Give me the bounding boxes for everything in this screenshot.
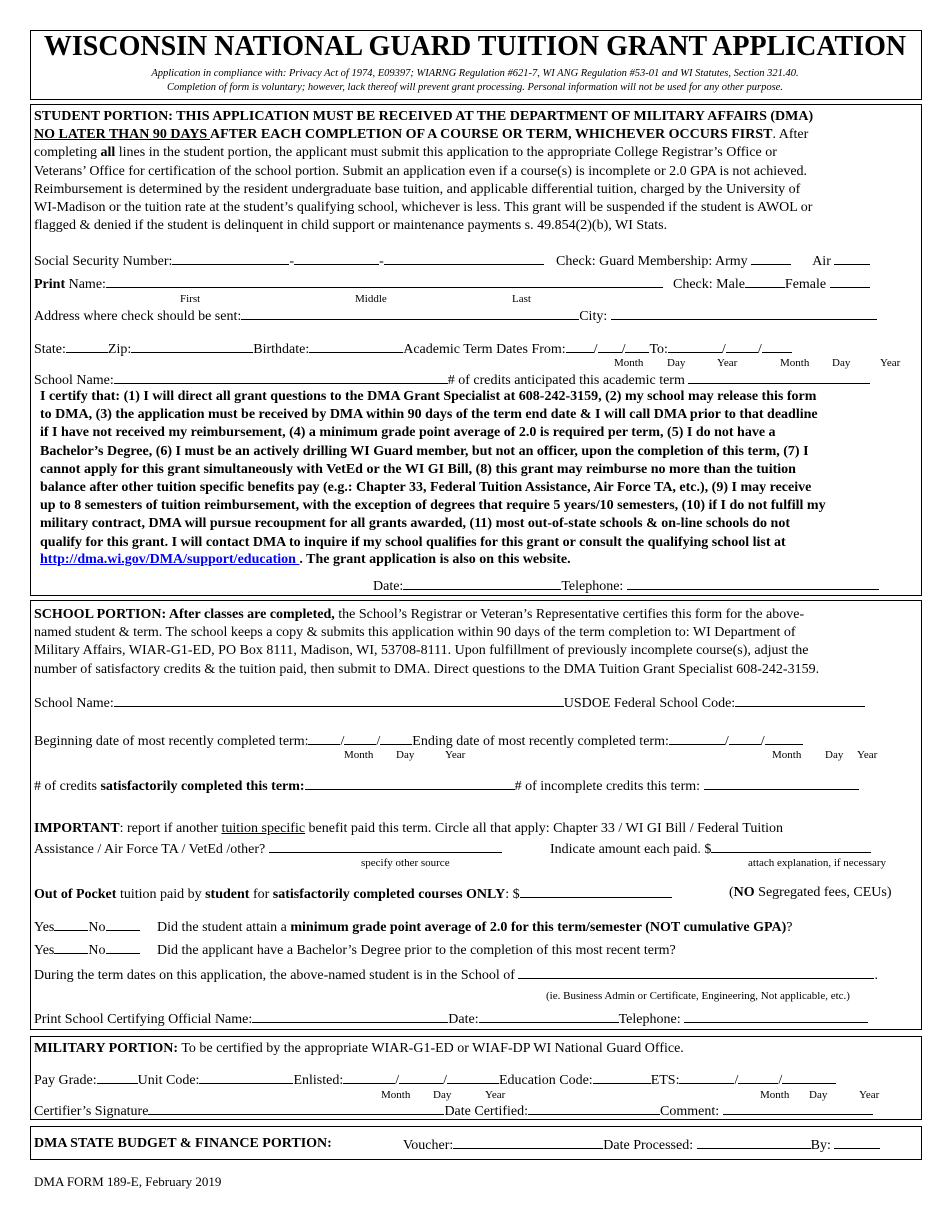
bachelor-question: Did the applicant have a Bachelor’s Degree prior to the completion of this most recent term?	[157, 943, 676, 958]
student-intro-line-7: flagged & denied if the student is delinquent in child support or maintenance payments s. 49.854(2)(b), WI Stats.	[34, 218, 668, 234]
military-title	[34, 1041, 684, 1057]
school-name-row	[34, 371, 870, 389]
certify-line: Bachelor’s Degree, (6) I must be an actively drilling WI Guard member, but not an officer, upon the completion of this term, (7) I	[40, 443, 809, 459]
usdoe-label: USDOE Federal School Code:	[563, 696, 736, 711]
budget-row	[34, 1136, 332, 1152]
student-telephone-field[interactable]	[627, 577, 879, 590]
oop-note-bold: NO	[733, 885, 755, 900]
credits-label-pre: # of credits	[34, 779, 101, 794]
last-caption: Last	[512, 293, 531, 305]
form-title: WISCONSIN NATIONAL GUARD TUITION GRANT APPLICATION	[43, 31, 907, 62]
ssn-dash-2: -	[379, 254, 384, 269]
military-heading: MILITARY PORTION:	[34, 1041, 179, 1056]
indicate-amount-label: Indicate amount each paid. $	[550, 842, 712, 857]
year-caption: Year	[857, 749, 878, 761]
certify-line: military contract, DMA will pursue recoupment for all grants awarded, (11) most out-of-state schools & on-line schools do not	[40, 516, 790, 532]
ssn-row	[34, 252, 544, 270]
school-intro-text: the School’s Registrar or Veteran’s Representative certifies this form for the above-	[334, 607, 805, 622]
address-row	[34, 307, 877, 325]
military-intro: To be certified by the appropriate WIAR-G1-ED or WIAF-DP WI National Guard Office.	[178, 1041, 684, 1056]
student-intro-line-5: Reimbursement is determined by the resident undergraduate base tuition, and applicable differential tuition, charged by the University of	[34, 181, 801, 197]
usdoe-field[interactable]	[735, 694, 865, 707]
month-caption: Month	[780, 357, 810, 369]
end-month[interactable]	[669, 732, 725, 745]
ets-day[interactable]	[738, 1071, 778, 1084]
slash: /	[721, 342, 726, 357]
slash: /	[734, 1073, 739, 1088]
credits-anticipated-label: # of credits anticipated this academic term	[447, 373, 685, 388]
gpa-no-field[interactable]	[106, 918, 140, 931]
form-id: DMA FORM 189-E, February 2019	[34, 1174, 222, 1189]
other-source-row	[34, 840, 502, 858]
school-name-label: School Name:	[34, 373, 114, 388]
term-dates-row	[34, 732, 803, 750]
no-label: No	[88, 943, 106, 958]
intro-l3c: lines in the student portion, the applicant must submit this application to the appropriate College Registrar’s Office or	[115, 145, 777, 161]
state-row	[34, 340, 792, 358]
military-row-2	[34, 1102, 873, 1120]
ssn-label: Social Security Number:	[34, 254, 173, 269]
year-caption: Year	[717, 357, 738, 369]
date-certified-field[interactable]	[528, 1102, 660, 1115]
female-check[interactable]	[830, 275, 870, 288]
term-to-day[interactable]	[726, 340, 758, 353]
certifier-label: Certifier’s Signature	[34, 1104, 149, 1119]
pay-grade-label: Pay Grade:	[34, 1073, 97, 1088]
intro-after: . After	[772, 127, 809, 143]
education-link[interactable]: http://dma.wi.gov/DMA/support/education	[40, 552, 300, 567]
month-caption: Month	[344, 749, 374, 761]
education-code-field[interactable]	[593, 1071, 651, 1084]
ets-label: ETS:	[650, 1073, 680, 1088]
comment-label: Comment:	[660, 1104, 720, 1119]
budget-fields	[403, 1136, 880, 1154]
enlisted-year[interactable]	[447, 1071, 499, 1084]
incomplete-label: # of incomplete credits this term:	[514, 779, 701, 794]
school-name-label-2: School Name:	[34, 696, 114, 711]
slash: /	[376, 734, 381, 749]
certifier-signature-field[interactable]	[148, 1102, 444, 1115]
important-row	[34, 821, 783, 837]
oop-note	[729, 885, 892, 901]
oop-a: tuition paid by	[116, 887, 206, 902]
school-intro-line-4: number of satisfactory credits & the tuition paid, then submit to DMA. Direct questions to the DMA Tuition Grant Specialist 608-242-3159.	[34, 661, 820, 677]
credits-label-bold: satisfactorily completed this term:	[100, 779, 305, 794]
incomplete-field[interactable]	[704, 777, 859, 790]
day-caption: Day	[667, 357, 686, 369]
slash: /	[395, 1073, 400, 1088]
official-row	[34, 1010, 868, 1028]
slash: /	[621, 342, 626, 357]
student-date-field[interactable]	[403, 577, 561, 590]
school-telephone-field[interactable]	[684, 1010, 868, 1023]
school-name-row-2	[34, 694, 865, 712]
credits-row	[34, 777, 859, 795]
intro-l3a: completing	[34, 145, 101, 161]
term-from-month[interactable]	[566, 340, 594, 353]
school-intro-line-3: Military Affairs, WIAR-G1-ED, PO Box 8111, Madison, WI, 53708-8111. Upon fulfillment of previously incomplete course(s), adjust the	[34, 643, 809, 659]
school-portion-heading: SCHOOL PORTION: After classes are completed,	[34, 607, 335, 622]
school-date-label: Date:	[448, 1012, 479, 1027]
begin-year[interactable]	[380, 732, 412, 745]
army-check[interactable]	[751, 252, 791, 265]
yes-label: Yes	[34, 920, 55, 935]
oop-bold-2: student	[205, 887, 250, 902]
date-processed-field[interactable]	[697, 1136, 811, 1149]
day-caption: Day	[433, 1089, 452, 1101]
term-to-month[interactable]	[668, 340, 722, 353]
state-field[interactable]	[66, 340, 108, 353]
important-label: IMPORTANT	[34, 821, 120, 836]
student-intro-line-3	[34, 144, 900, 162]
address-field[interactable]	[241, 307, 579, 320]
other-source-field[interactable]	[269, 840, 502, 853]
deadline-text: NO LATER THAN 90 DAYS	[34, 127, 210, 143]
enlisted-month[interactable]	[343, 1071, 395, 1084]
official-label: Print School Certifying Official Name:	[34, 1012, 253, 1027]
address-label: Address where check should be sent:	[34, 309, 242, 324]
name-row	[34, 275, 663, 293]
yes-label: Yes	[34, 943, 55, 958]
header-subtitle-2: Completion of form is voluntary; however, lack thereof will prevent grant processing. Personal information will not be used for any other purpose.	[167, 82, 783, 93]
school-of-label: During the term dates on this application, the above-named student is in the School of	[34, 968, 515, 983]
important-text-b: benefit paid this term. Circle all that apply: Chapter 33 / WI GI Bill / Federal Tuition	[305, 821, 784, 836]
city-field[interactable]	[611, 307, 877, 320]
certify-line: cannot apply for this grant simultaneously with VetEd or the WI GI Bill, (8) this grant may reimburse no more than the tuition	[40, 461, 796, 477]
end-year[interactable]	[765, 732, 803, 745]
certify-line: to DMA, (3) the application must be received by DMA within 90 days of the term end date & I will call DMA prior to that deadline	[40, 407, 818, 423]
day-caption: Day	[832, 357, 851, 369]
student-telephone-label: Telephone:	[561, 579, 624, 594]
student-intro-line-4: Veterans’ Office for certification of the school portion. Submit an application even if a course(s) is incomplete or 2.0 GPA is not achieved.	[34, 163, 808, 179]
slash: /	[757, 342, 762, 357]
day-caption: Day	[396, 749, 415, 761]
male-label: Check: Male	[673, 277, 745, 292]
important-text-a: : report if another	[119, 821, 222, 836]
ssn-field-2[interactable]	[294, 252, 379, 265]
attach-explanation-caption: attach explanation, if necessary	[748, 857, 887, 869]
school-of-hint: (ie. Business Admin or Certificate, Engineering, Not applicable, etc.)	[546, 990, 850, 1002]
bachelor-yes-field[interactable]	[54, 941, 88, 954]
deadline-rule: AFTER EACH COMPLETION OF A COURSE OR TERM, WHICHEVER OCCURS FIRST	[209, 127, 773, 143]
certify-line: balance after other tuition specific benefits pay (e.g.: Chapter 33, Federal Tuition Assistance, Air Force TA, etc.), (9) I may receive	[40, 480, 812, 496]
state-label: State:	[34, 342, 66, 357]
official-name-field[interactable]	[252, 1010, 448, 1023]
sex-row	[673, 275, 870, 293]
oop-bold-3: satisfactorily completed courses ONLY	[272, 887, 506, 902]
other-source-label: Assistance / Air Force TA / VetEd /other?	[34, 842, 266, 857]
student-intro-line-2	[34, 126, 900, 144]
oop-b: for	[249, 887, 273, 902]
school-telephone-label: Telephone:	[618, 1012, 681, 1027]
out-of-pocket-row	[34, 885, 672, 903]
website-note: . The grant application is also on this website.	[299, 552, 571, 567]
unit-code-field[interactable]	[199, 1071, 293, 1084]
first-caption: First	[180, 293, 201, 305]
day-caption: Day	[809, 1089, 828, 1101]
school-intro-line-2: named student & term. The school keeps a copy & submits this application within 90 days of the term completion to: WI Department of	[34, 625, 796, 641]
begin-month[interactable]	[308, 732, 340, 745]
comment-field[interactable]	[723, 1102, 873, 1115]
middle-caption: Middle	[355, 293, 387, 305]
intro-l3b: all	[100, 145, 116, 161]
oop-note-a: (	[729, 885, 734, 900]
term-from-day[interactable]	[598, 340, 622, 353]
period: .	[874, 968, 878, 983]
student-intro	[34, 108, 900, 235]
website-row	[40, 552, 571, 568]
month-caption: Month	[772, 749, 802, 761]
term-from-year[interactable]	[625, 340, 649, 353]
gpa-question-a: Did the student attain a	[157, 920, 291, 935]
year-caption: Year	[880, 357, 901, 369]
date-certified-label: Date Certified:	[444, 1104, 529, 1119]
amount-field[interactable]	[711, 840, 871, 853]
month-caption: Month	[381, 1089, 411, 1101]
voucher-field[interactable]	[453, 1136, 603, 1149]
school-date-field[interactable]	[479, 1010, 619, 1023]
day-caption: Day	[825, 749, 844, 761]
slash: /	[593, 342, 598, 357]
out-of-pocket-field[interactable]	[520, 885, 672, 898]
school-of-field[interactable]	[518, 966, 874, 979]
by-label: By:	[810, 1138, 831, 1153]
school-intro	[34, 606, 914, 679]
slash: /	[724, 734, 729, 749]
school-name-field-2[interactable]	[114, 694, 564, 707]
begin-day[interactable]	[344, 732, 376, 745]
zip-label: Zip:	[107, 342, 132, 357]
student-date-label: Date:	[373, 579, 404, 594]
female-label: Female	[784, 277, 827, 292]
month-caption: Month	[614, 357, 644, 369]
budget-heading: DMA STATE BUDGET & FINANCE PORTION:	[34, 1136, 332, 1151]
slash: /	[760, 734, 765, 749]
ets-month[interactable]	[679, 1071, 734, 1084]
student-date-row	[373, 577, 879, 595]
school-of-row	[34, 966, 878, 984]
year-caption: Year	[859, 1089, 880, 1101]
ssn-field-3[interactable]	[384, 252, 544, 265]
credits-anticipated-field[interactable]	[688, 371, 870, 384]
air-label: Air	[812, 254, 831, 269]
name-label: Name:	[65, 277, 106, 292]
certify-line: up to 8 semesters of tuition reimbursement, with the exception of degrees that require 5 years/10 semesters, (10) if I do not fulfill my	[40, 498, 826, 514]
ssn-dash-1: -	[289, 254, 295, 269]
oop-c: : $	[505, 887, 520, 902]
begin-date-label: Beginning date of most recently completed term:	[34, 734, 309, 749]
ets-year[interactable]	[782, 1071, 836, 1084]
specify-other-caption: specify other source	[361, 857, 450, 869]
student-intro-line-1: STUDENT PORTION: THIS APPLICATION MUST BE RECEIVED AT THE DEPARTMENT OF MILITARY AFFAIRS (DMA)	[34, 109, 814, 124]
year-caption: Year	[445, 749, 466, 761]
ssn-field-1[interactable]	[172, 252, 289, 265]
end-date-label: Ending date of most recently completed term:	[412, 734, 669, 749]
important-tuition-specific: tuition specific	[221, 821, 306, 836]
military-row-1	[34, 1071, 836, 1089]
birthdate-label: Birthdate:	[253, 342, 310, 357]
certify-line: qualify for this grant. I will contact DMA to inquire if my school qualifies for this grant or consult the qualifying school list at	[40, 534, 786, 550]
gpa-question-row	[34, 918, 792, 936]
male-check[interactable]	[745, 275, 785, 288]
education-code-label: Education Code:	[499, 1073, 593, 1088]
bachelor-question-row	[34, 941, 676, 959]
certify-paragraph	[40, 388, 912, 552]
certify-line: I certify that: (1) I will direct all grant questions to the DMA Grant Specialist at 608-242-3159, (2) my school may release this form	[40, 389, 817, 404]
zip-field[interactable]	[131, 340, 253, 353]
term-from-label: Academic Term Dates From:	[403, 342, 566, 357]
term-to-year[interactable]	[762, 340, 792, 353]
slash: /	[443, 1073, 447, 1088]
student-intro-line-6: WI-Madison or the tuition rate at the student’s qualifying school, whichever is less. This grant will be suspended if the student is AWOL or	[34, 200, 813, 216]
voucher-label: Voucher:	[403, 1138, 454, 1153]
birthdate-field[interactable]	[309, 340, 403, 353]
credits-completed-field[interactable]	[305, 777, 515, 790]
enlisted-label: Enlisted:	[293, 1073, 344, 1088]
school-name-field[interactable]	[114, 371, 448, 384]
enlisted-day[interactable]	[399, 1071, 443, 1084]
oop-note-b: Segregated fees, CEUs)	[754, 885, 892, 900]
name-field[interactable]	[106, 275, 663, 288]
end-day[interactable]	[729, 732, 761, 745]
bachelor-no-field[interactable]	[106, 941, 140, 954]
date-processed-label: Date Processed:	[603, 1138, 694, 1153]
unit-code-label: Unit Code:	[137, 1073, 200, 1088]
amount-row	[550, 840, 871, 858]
year-caption: Year	[485, 1089, 506, 1101]
no-label: No	[88, 920, 106, 935]
slash: /	[340, 734, 345, 749]
header-subtitle-1: Application in compliance with: Privacy Act of 1974, E09397; WIARNG Regulation #621-7, WI ANG Regulation #53-01 and WI Statutes, Section 321.40.	[151, 68, 799, 79]
certify-line: if I have not received my reimbursement, (4) a minimum grade point average of 2.0 is required per term, (5) I do not have a	[40, 425, 776, 441]
gpa-question-b: minimum grade point average of 2.0 for this term/semester (NOT cumulative GPA)	[290, 920, 787, 935]
gpa-question-c: ?	[786, 920, 793, 935]
school-intro-line-1	[34, 606, 914, 624]
membership-row	[556, 252, 870, 270]
membership-label: Check: Guard Membership: Army	[556, 254, 748, 269]
pay-grade-field[interactable]	[97, 1071, 138, 1084]
oop-bold-1: Out of Pocket	[34, 887, 117, 902]
month-caption: Month	[760, 1089, 790, 1101]
air-check[interactable]	[834, 252, 870, 265]
by-field[interactable]	[834, 1136, 880, 1149]
to-label: To:	[649, 342, 668, 357]
slash: /	[778, 1073, 783, 1088]
city-label: City:	[579, 309, 608, 324]
print-label: Print	[34, 277, 66, 292]
gpa-yes-field[interactable]	[54, 918, 88, 931]
